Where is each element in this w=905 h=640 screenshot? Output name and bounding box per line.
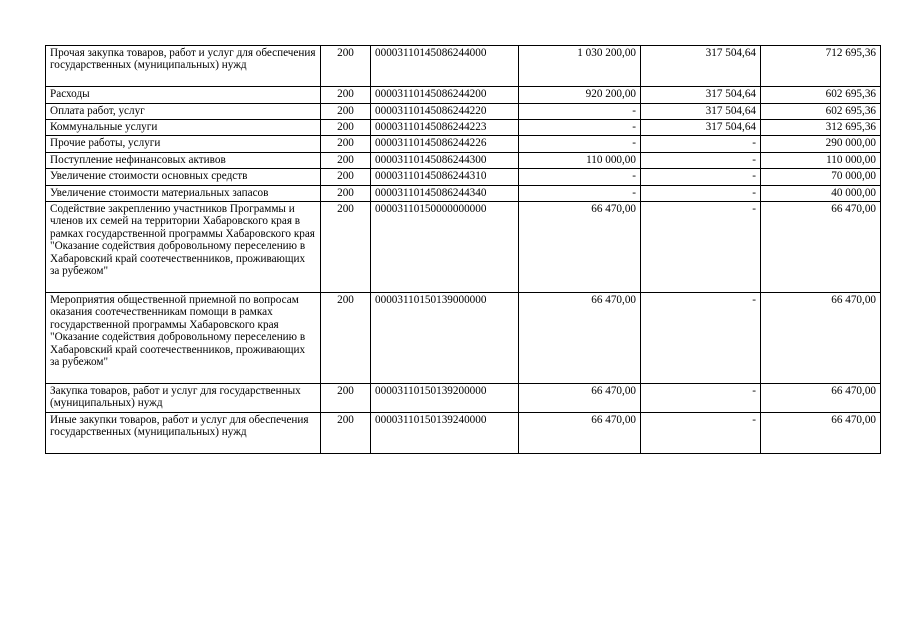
budget-classification-code: 00003110145086244300: [371, 152, 519, 168]
line-item-name: Увеличение стоимости основных средств: [46, 169, 321, 185]
table-row: [46, 383, 881, 412]
table-row: [46, 136, 881, 152]
line-code: 200: [321, 169, 371, 185]
executed-amount: -: [641, 202, 761, 293]
table-row: [46, 46, 881, 87]
assigned-amount: 66 470,00: [519, 383, 641, 412]
assigned-amount: 1 030 200,00: [519, 46, 641, 87]
budget-classification-code: 00003110145086244226: [371, 136, 519, 152]
budget-classification-code: 00003110145086244223: [371, 120, 519, 136]
table-row: [46, 103, 881, 119]
remaining-amount: 110 000,00: [761, 152, 881, 168]
line-item-name: Мероприятия общественной приемной по вопросам оказания соотечественникам помощи в рамках государственной программы Хабаровского края "Оказание содействия добровольному переселению в Хабаровский край соотечественников, проживающих за рубежом": [46, 292, 321, 383]
executed-amount: -: [641, 136, 761, 152]
line-item-name: Оплата работ, услуг: [46, 103, 321, 119]
line-code: 200: [321, 383, 371, 412]
line-code: 200: [321, 46, 371, 87]
table-row: [46, 169, 881, 185]
remaining-amount: 66 470,00: [761, 412, 881, 453]
executed-amount: -: [641, 412, 761, 453]
assigned-amount: -: [519, 103, 641, 119]
executed-amount: 317 504,64: [641, 46, 761, 87]
remaining-amount: 66 470,00: [761, 202, 881, 293]
remaining-amount: 66 470,00: [761, 383, 881, 412]
table-row: [46, 185, 881, 201]
budget-execution-table: [45, 45, 881, 454]
executed-amount: 317 504,64: [641, 120, 761, 136]
remaining-amount: 290 000,00: [761, 136, 881, 152]
line-item-name: Увеличение стоимости материальных запасов: [46, 185, 321, 201]
executed-amount: -: [641, 169, 761, 185]
budget-classification-code: 00003110150139200000: [371, 383, 519, 412]
line-code: 200: [321, 202, 371, 293]
budget-classification-code: 00003110145086244310: [371, 169, 519, 185]
budget-classification-code: 00003110150139240000: [371, 412, 519, 453]
executed-amount: 317 504,64: [641, 87, 761, 103]
line-code: 200: [321, 87, 371, 103]
remaining-amount: 602 695,36: [761, 103, 881, 119]
budget-classification-code: 00003110145086244340: [371, 185, 519, 201]
executed-amount: -: [641, 383, 761, 412]
budget-classification-code: 00003110150139000000: [371, 292, 519, 383]
executed-amount: 317 504,64: [641, 103, 761, 119]
line-code: 200: [321, 152, 371, 168]
line-code: 200: [321, 185, 371, 201]
line-code: 200: [321, 103, 371, 119]
line-item-name: Закупка товаров, работ и услуг для государственных (муниципальных) нужд: [46, 383, 321, 412]
assigned-amount: -: [519, 120, 641, 136]
remaining-amount: 70 000,00: [761, 169, 881, 185]
budget-classification-code: 00003110145086244200: [371, 87, 519, 103]
line-code: 200: [321, 292, 371, 383]
table-row: [46, 120, 881, 136]
remaining-amount: 312 695,36: [761, 120, 881, 136]
assigned-amount: -: [519, 185, 641, 201]
line-code: 200: [321, 136, 371, 152]
line-item-name: Иные закупки товаров, работ и услуг для обеспечения государственных (муниципальных) нужд: [46, 412, 321, 453]
table-row: [46, 292, 881, 383]
assigned-amount: -: [519, 136, 641, 152]
line-code: 200: [321, 120, 371, 136]
assigned-amount: -: [519, 169, 641, 185]
remaining-amount: 712 695,36: [761, 46, 881, 87]
line-item-name: Расходы: [46, 87, 321, 103]
table-row: [46, 202, 881, 293]
assigned-amount: 110 000,00: [519, 152, 641, 168]
assigned-amount: 66 470,00: [519, 292, 641, 383]
budget-classification-code: 00003110150000000000: [371, 202, 519, 293]
assigned-amount: 66 470,00: [519, 202, 641, 293]
budget-classification-code: 00003110145086244220: [371, 103, 519, 119]
table-row: [46, 87, 881, 103]
line-item-name: Коммунальные услуги: [46, 120, 321, 136]
line-code: 200: [321, 412, 371, 453]
line-item-name: Содействие закреплению участников Программы и членов их семей на территории Хабаровского края в рамках государственной программы Хабаровского края "Оказание содействия добровольному переселению в Хабаровский край соотечественников, проживающих за рубежом": [46, 202, 321, 293]
executed-amount: -: [641, 152, 761, 168]
remaining-amount: 40 000,00: [761, 185, 881, 201]
table-row: [46, 152, 881, 168]
budget-classification-code: 00003110145086244000: [371, 46, 519, 87]
executed-amount: -: [641, 185, 761, 201]
remaining-amount: 602 695,36: [761, 87, 881, 103]
assigned-amount: 66 470,00: [519, 412, 641, 453]
table-row: [46, 412, 881, 453]
line-item-name: Поступление нефинансовых активов: [46, 152, 321, 168]
line-item-name: Прочие работы, услуги: [46, 136, 321, 152]
remaining-amount: 66 470,00: [761, 292, 881, 383]
table-body: [46, 46, 881, 454]
line-item-name: Прочая закупка товаров, работ и услуг для обеспечения государственных (муниципальных) нужд: [46, 46, 321, 87]
assigned-amount: 920 200,00: [519, 87, 641, 103]
executed-amount: -: [641, 292, 761, 383]
